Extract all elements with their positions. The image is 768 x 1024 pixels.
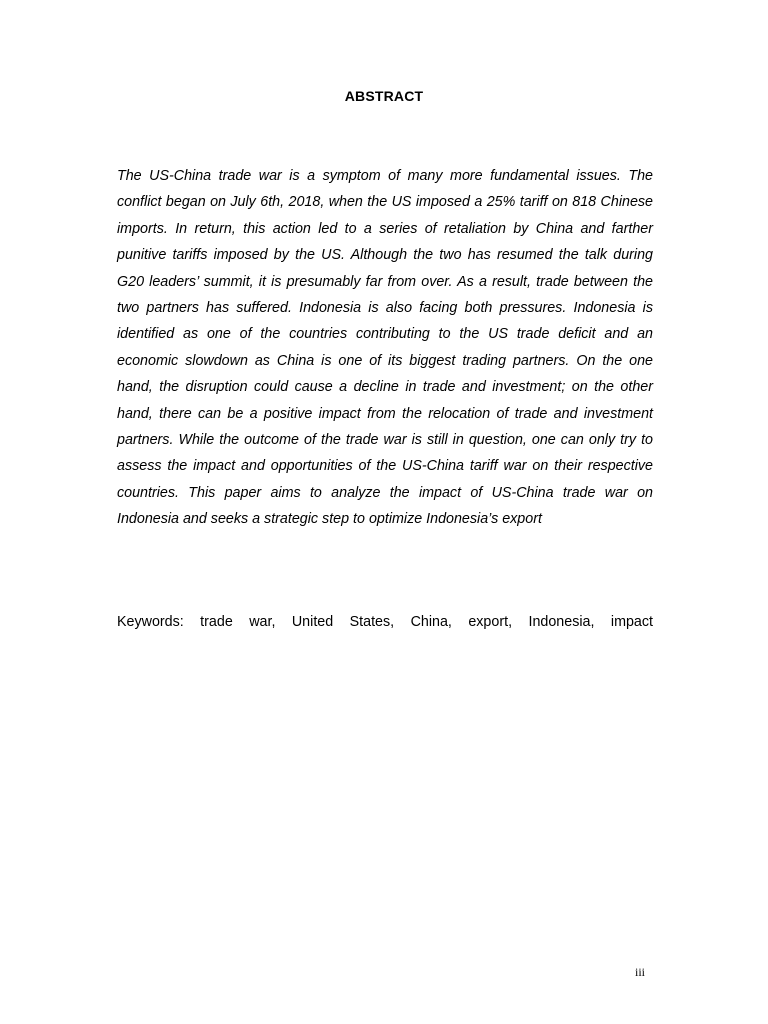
abstract-heading: ABSTRACT — [344, 88, 424, 104]
page-number: iii — [634, 965, 645, 979]
abstract-paragraph: The US-China trade war is a symptom of many more fundamental issues. The conflict began on July 6th, 2018, when the US imposed a 25% tariff on 818 Chinese imports. In return, this action led to a series of retaliation by China and farther punitive tariffs imposed by the US. Although the two has resumed the talk during G20 leaders’ summit, it is presumably far from over. As a result, trade between the two partners has suffered. Indonesia is also facing both pressures. Indonesia is identified as one of the countries contributing to the US trade deficit and an economic slowdown as China is one of its biggest trading partners. On the one hand, the disruption could cause a decline in trade and investment; on the other hand, there can be a positive impact from the relocation of trade and investment partners. While the outcome of the trade war is still in question, one can only try to assess the impact and opportunities of the US-China tariff war on their respective countries. This paper aims to analyze the impact of US-China trade war on Indonesia and seeks a strategic step to optimize Indonesia’s export — [117, 168, 653, 528]
keywords-line: Keywords: trade war, United States, China, export, Indonesia, impact — [117, 614, 653, 630]
